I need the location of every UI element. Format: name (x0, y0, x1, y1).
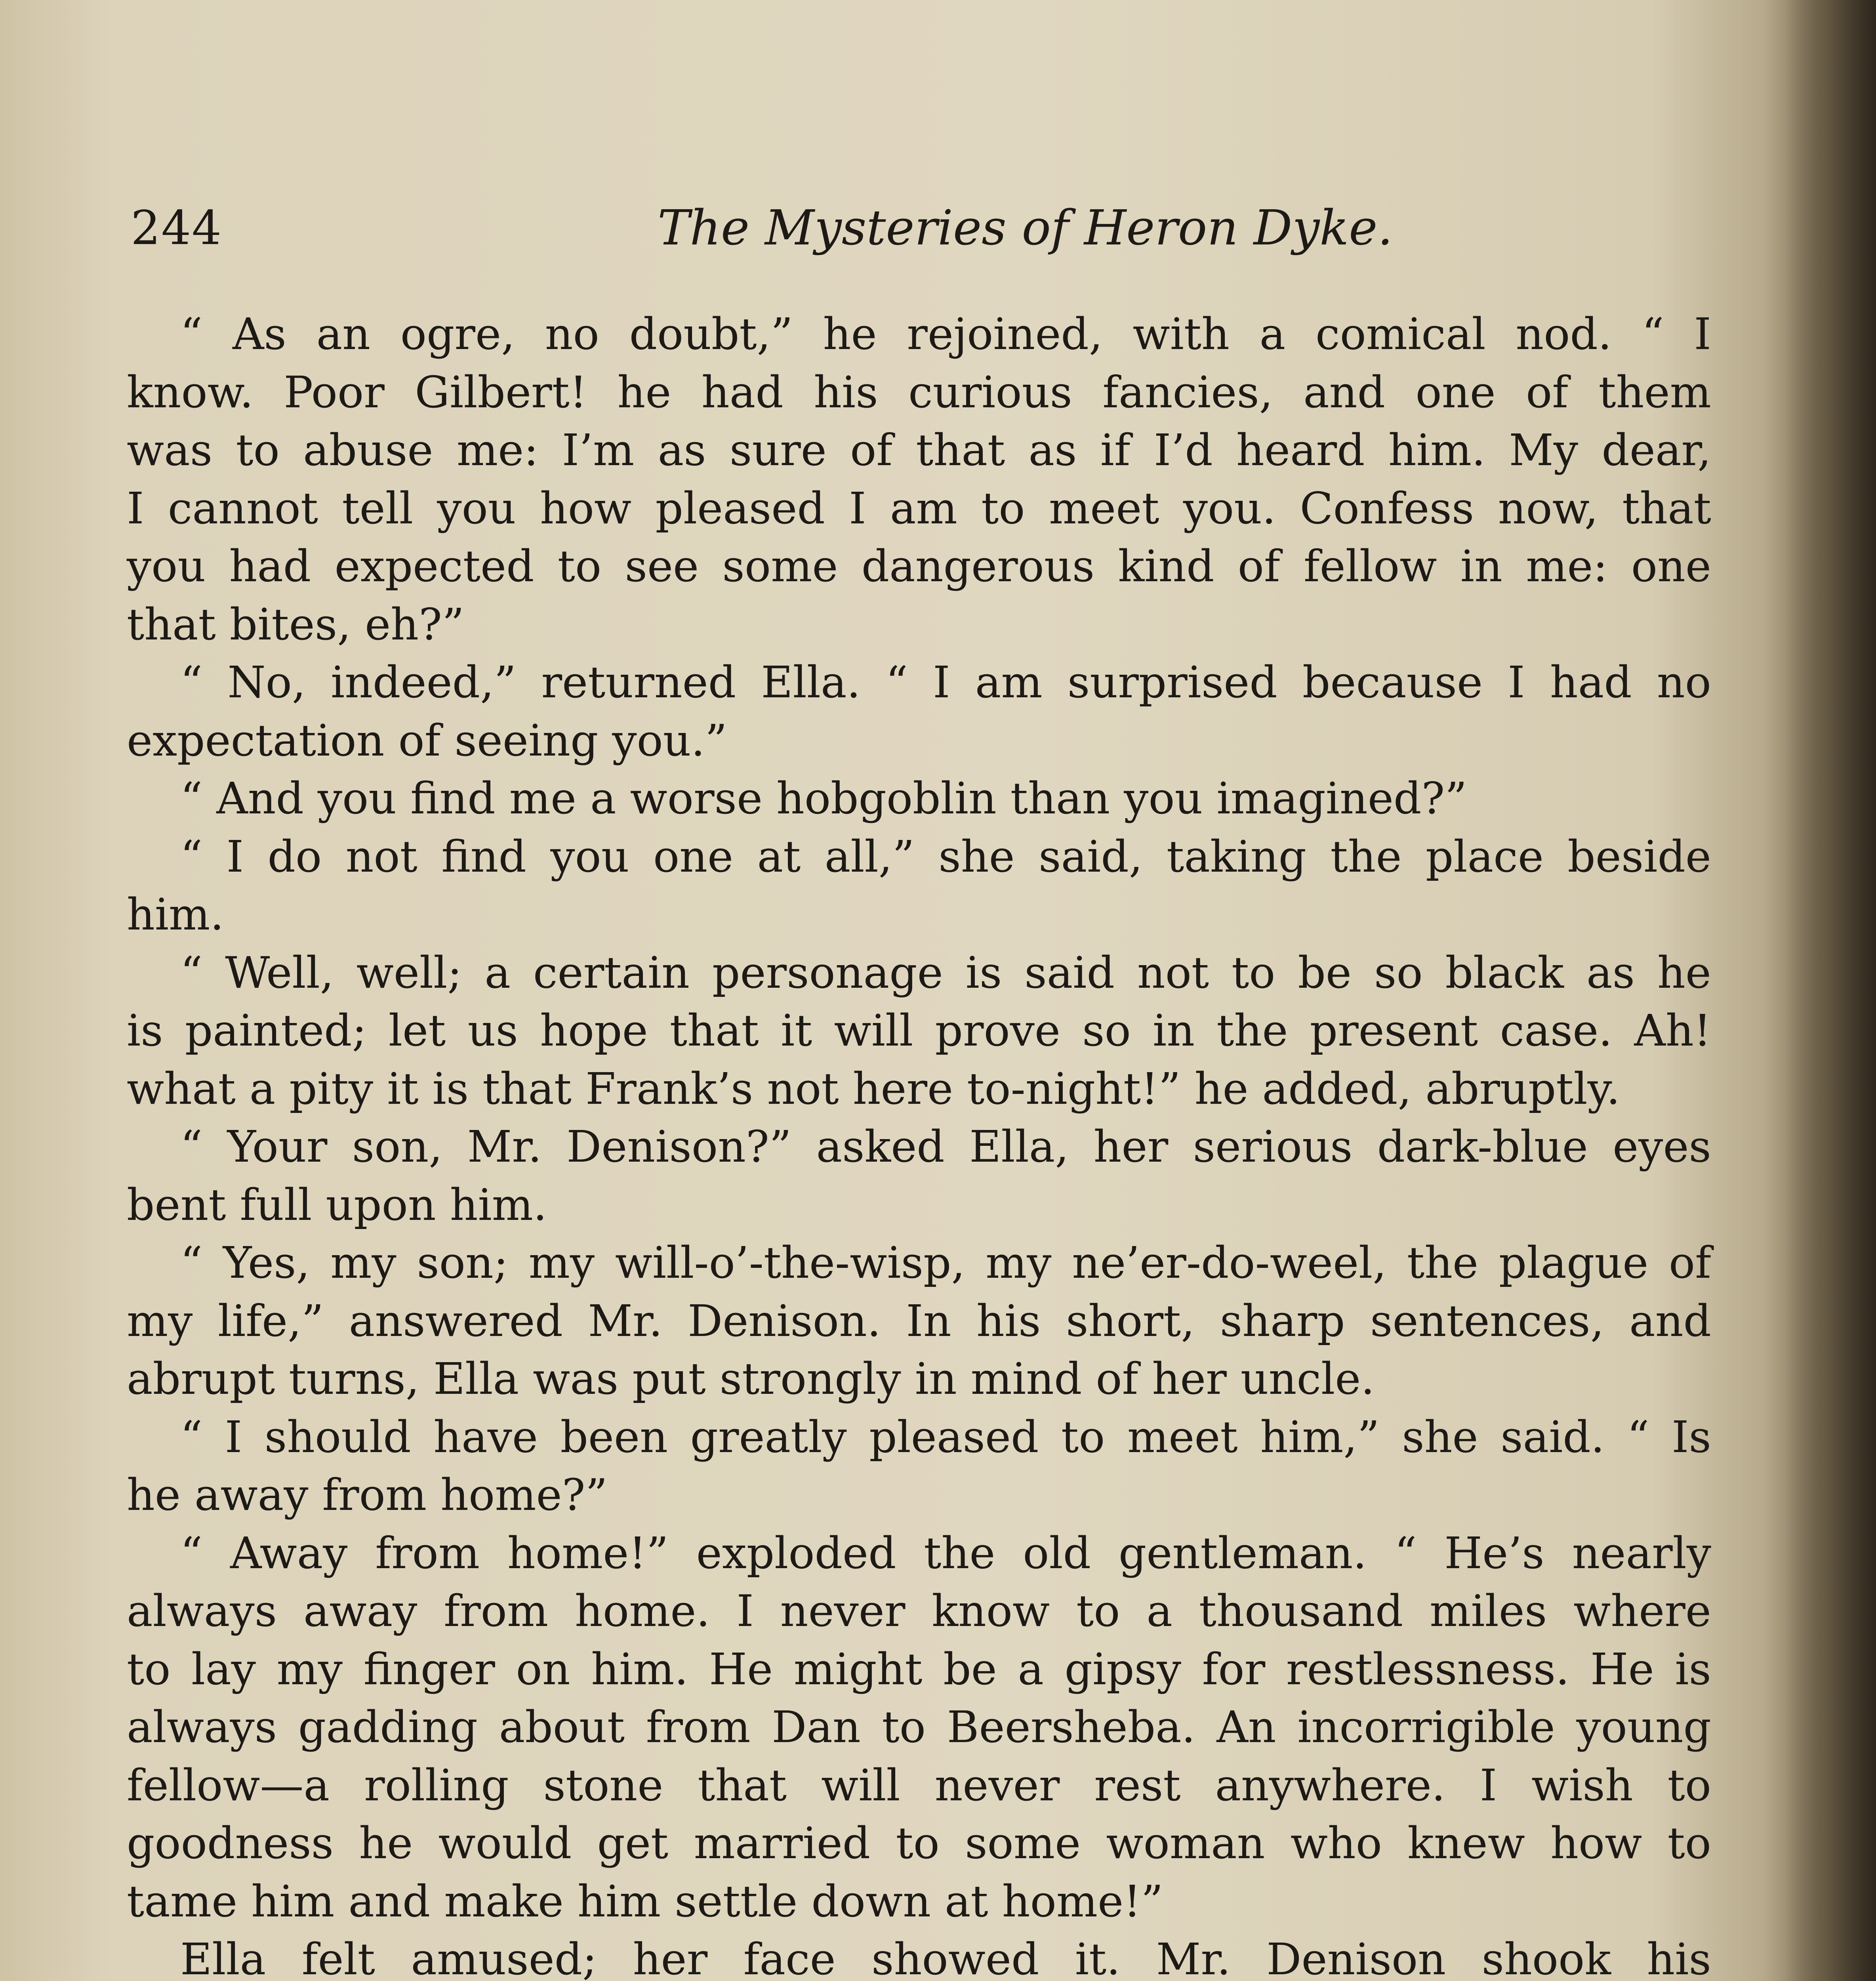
text-line: “ As an ogre, no doubt,” he rejoined, with a comical nod. “ I (180, 309, 1711, 359)
text-line: was to abuse me: I’m as sure of that as if I’d heard him. My dear, (127, 425, 1711, 475)
page-number: 244 (131, 200, 223, 255)
text-line: “ I should have been greatly pleased to meet him,” she said. “ Is (180, 1411, 1711, 1462)
text-line: “ And you find me a worse hobgoblin than you imagined?” (180, 773, 1467, 824)
text-line: tame him and make him settle down at home!” (127, 1876, 1163, 1927)
text-line: to lay my finger on him. He might be a gipsy for restlessness. He is (127, 1643, 1711, 1695)
text-line: him. (127, 889, 224, 940)
text-line: goodness he would get married to some woman who knew how to (127, 1818, 1711, 1868)
text-line: always away from home. I never know to a thousand miles where (127, 1586, 1711, 1636)
text-line: abrupt turns, Ella was put strongly in mind of her uncle. (127, 1353, 1375, 1404)
text-line: fellow—a rolling stone that will never rest anywhere. I wish to (127, 1760, 1711, 1811)
text-line: “ No, indeed,” returned Ella. “ I am surprised because I had no (180, 657, 1711, 708)
text-line: he away from home?” (127, 1470, 608, 1520)
text-line: my life,” answered Mr. Denison. In his short, sharp sentences, and (127, 1295, 1711, 1346)
text-line: “ Away from home!” exploded the old gentleman. “ He’s nearly (180, 1527, 1711, 1578)
text-line: you had expected to see some dangerous kind of fellow in me: one (127, 541, 1711, 592)
body-text (127, 305, 1711, 1981)
page-edge-shadow (1785, 0, 1876, 1981)
text-line: always gadding about from Dan to Beersheba. An incorrigible young (127, 1702, 1711, 1752)
text-line: Ella felt amused; her face showed it. Mr. Denison shook his (180, 1934, 1711, 1981)
text-line: expectation of seeing you.” (127, 715, 727, 766)
text-line: “ Yes, my son; my will-o’-the-wisp, my ne’er-do-weel, the plague of (180, 1237, 1711, 1288)
text-line: bent full upon him. (127, 1179, 547, 1230)
text-line: “ Well, well; a certain personage is said not to be so black as he (180, 947, 1711, 998)
text-line: that bites, eh?” (127, 599, 465, 650)
text-line: “ I do not find you one at all,” she said, taking the place beside (180, 831, 1711, 882)
text-line: what a pity it is that Frank’s not here to-night!” he added, abruptly. (127, 1063, 1621, 1114)
text-line: know. Poor Gilbert! he had his curious fancies, and one of them (127, 366, 1711, 418)
text-line: “ Your son, Mr. Denison?” asked Ella, her serious dark-blue eyes (180, 1121, 1711, 1172)
text-line: I cannot tell you how pleased I am to meet you. Confess now, that (127, 483, 1711, 534)
text-line: is painted; let us hope that it will prove so in the present case. Ah! (127, 1005, 1711, 1056)
running-title: The Mysteries of Heron Dyke. (658, 200, 1393, 256)
page-header (131, 198, 1711, 273)
